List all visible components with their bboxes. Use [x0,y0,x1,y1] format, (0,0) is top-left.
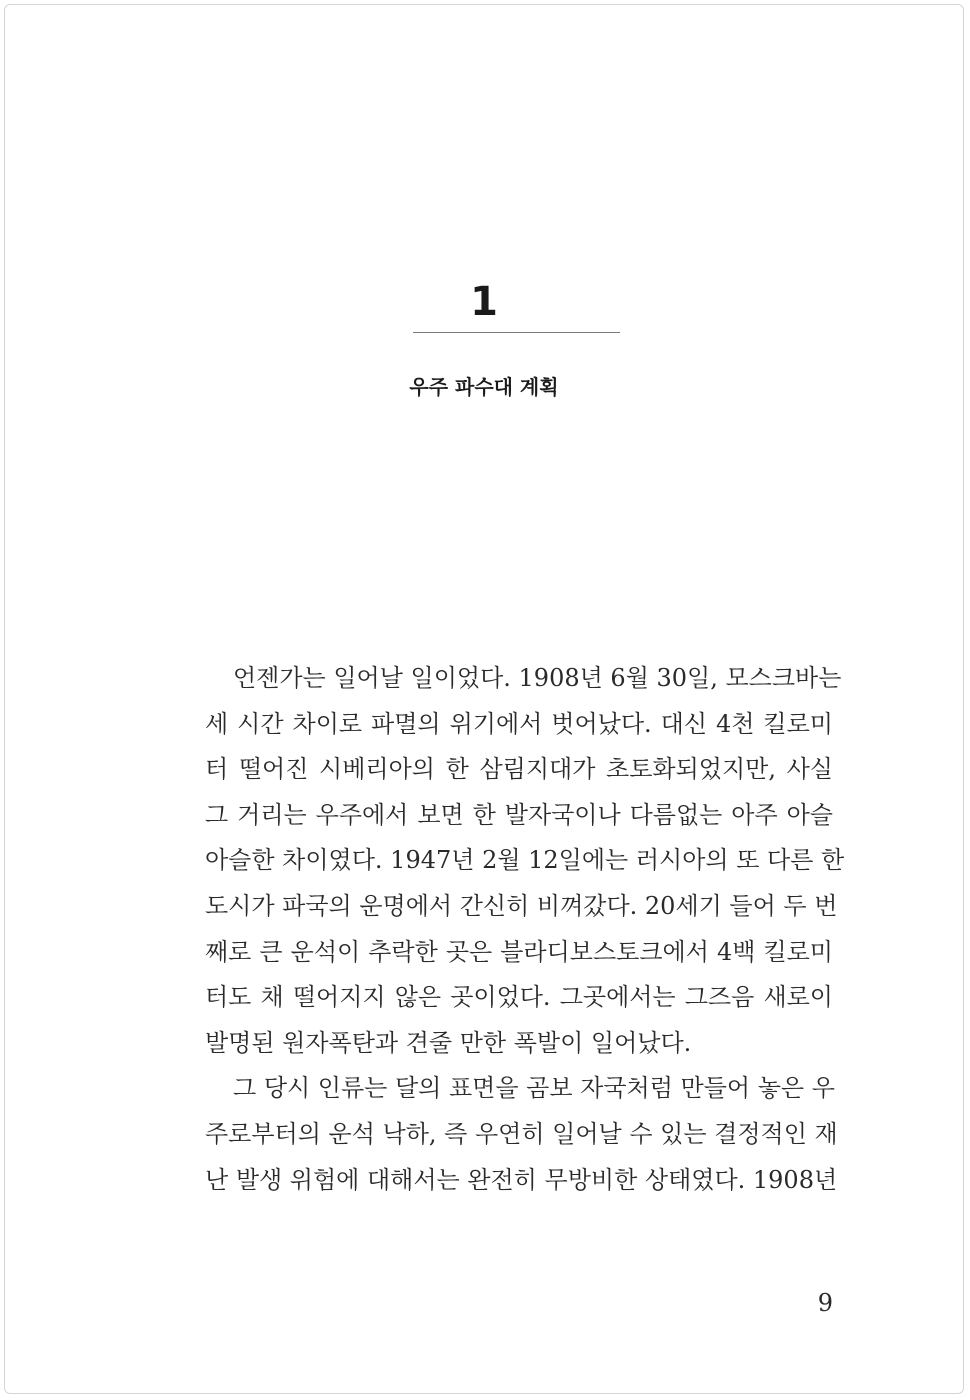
body-line: 발명된 원자폭탄과 견줄 만한 폭발이 일어났다. [205,1028,692,1057]
body-line: 언젠가는 일어날 일이었다. 1908년 6월 30일, 모스크바는 [233,664,842,692]
chapter-divider [413,332,620,333]
body-line: 터 떨어진 시베리아의 한 삼림지대가 초토화되었지만, 사실 [205,755,833,784]
page-number: 9 [817,1289,833,1317]
body-line: 터도 채 떨어지지 않은 곳이었다. 그곳에서는 그즈음 새로이 [205,983,833,1012]
body-line: 아슬한 차이였다. 1947년 2월 12일에는 러시아의 또 다른 한 [205,846,845,875]
body-line: 도시가 파국의 운명에서 간신히 비껴갔다. 20세기 들어 두 번 [205,891,838,920]
body-line: 세 시간 차이로 파멸의 위기에서 벗어났다. 대신 4천 킬로미 [205,709,833,738]
body-line: 주로부터의 운석 낙하, 즉 우연히 일어날 수 있는 결정적인 재 [205,1119,838,1148]
body-line: 그 거리는 우주에서 보면 한 발자국이나 다름없는 아주 아슬 [205,800,833,829]
chapter-number: 1 [470,279,498,325]
book-page [4,4,964,1394]
body-line: 난 발생 위험에 대해서는 완전히 무방비한 상태였다. 1908년 [205,1165,838,1194]
body-text [205,656,845,1203]
chapter-title: 우주 파수대 계획 [409,375,559,399]
body-line: 째로 큰 운석이 추락한 곳은 블라디보스토크에서 4백 킬로미 [205,937,833,966]
body-line: 그 당시 인류는 달의 표면을 곰보 자국처럼 만들어 놓은 우 [233,1074,835,1103]
